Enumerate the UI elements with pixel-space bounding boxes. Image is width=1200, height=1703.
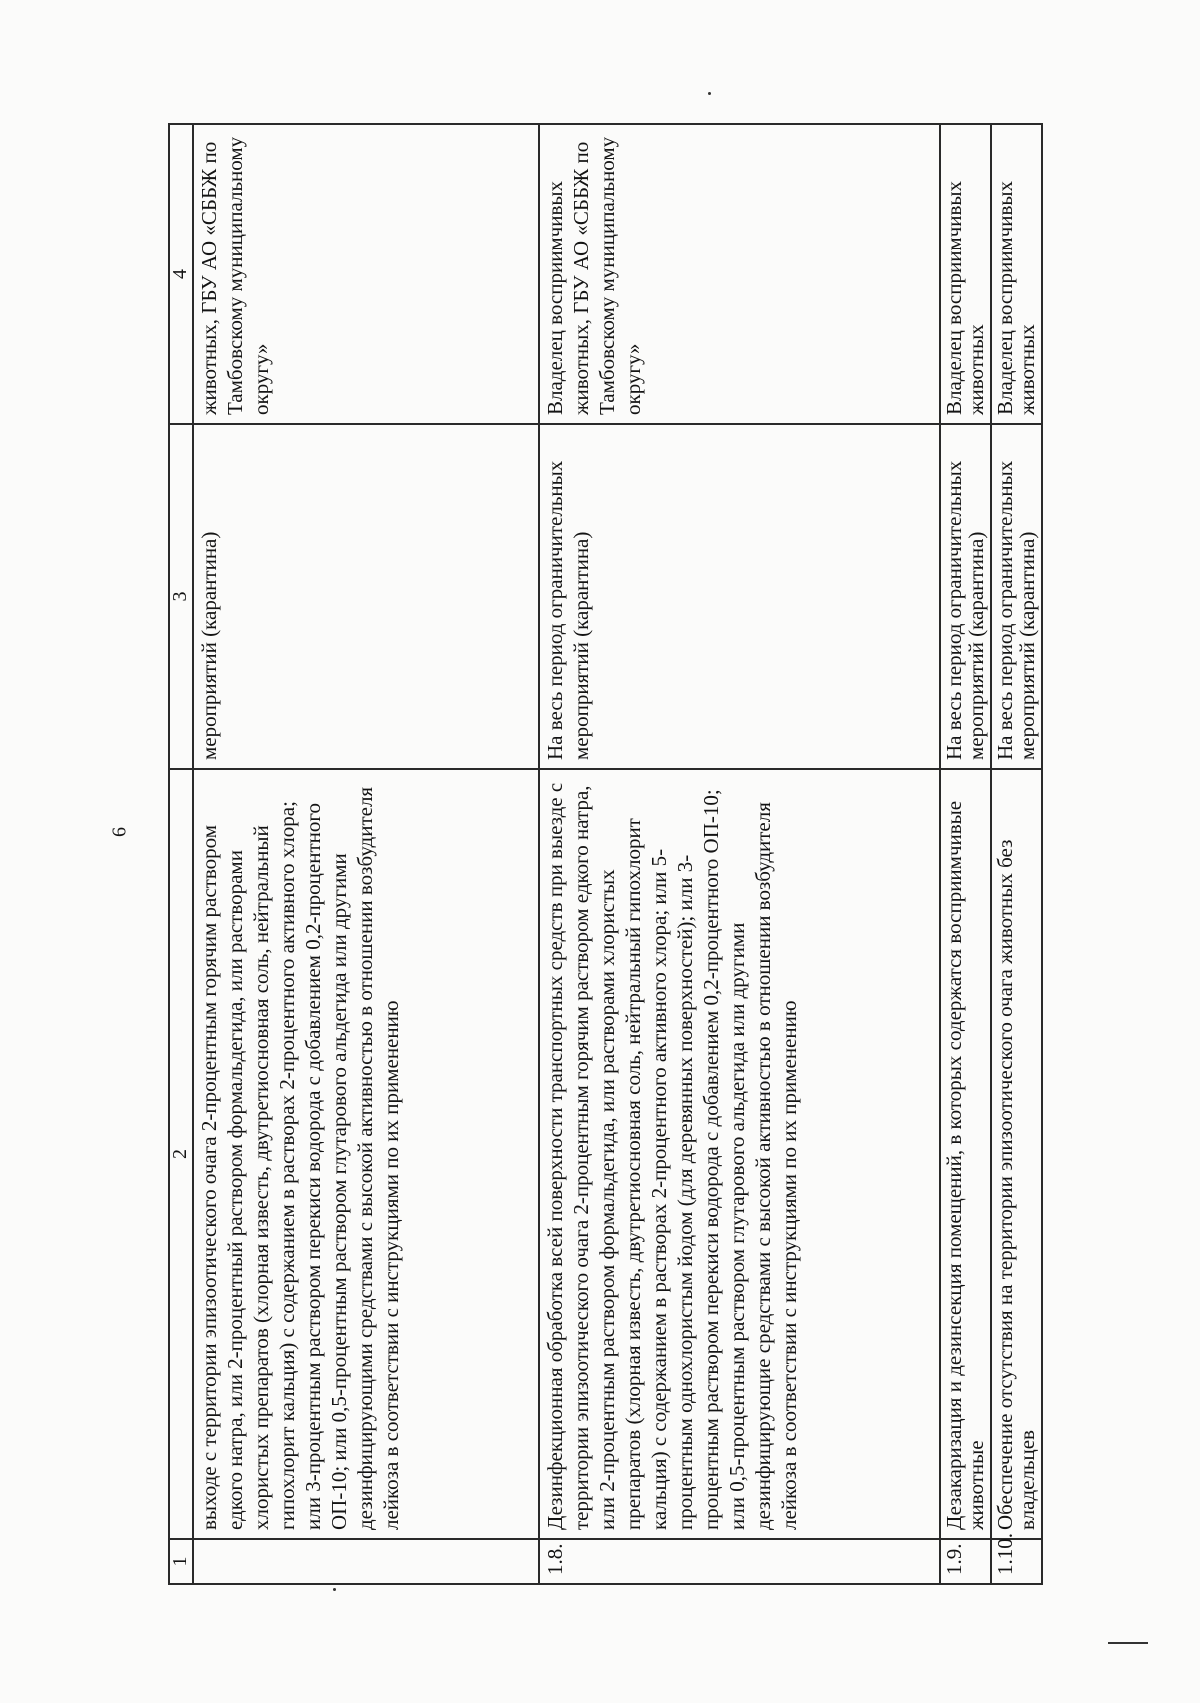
measure-text: выходе с территории эпизоотического очага 2-процентным горячим раствором едкого натра, или 2-процентный раствором формальдегида, или растворами хлористых препаратов (хлорная известь, двутретиосновная соль, нейтральный гипохлорит кальция) с содержанием в растворах 2-процентного активного хлора; или 3-процентным раствором перекиси водорода с добавлением 0,2-процентного ОП-10; или 0,5-процентным раствором глутарового альдегида или другими дезинфицирующими средствами с высокой активностью в отношении возбудителя лейкоза в соответствии с инструкциями по их применению [193, 769, 539, 1539]
row-number: 1.9. [940, 1539, 991, 1584]
header-col-4: 4 [169, 124, 193, 424]
scan-dot [708, 92, 711, 95]
header-col-2: 2 [169, 769, 193, 1539]
row-number [193, 1539, 539, 1584]
measure-text: Дезакаризация и дезинсекция помещений, в которых содержатся восприимчивые животные [940, 769, 991, 1539]
header-row [169, 124, 193, 1584]
term-text: На весь период ограничительных мероприятий (карантина) [539, 424, 940, 769]
header-col-3: 3 [169, 424, 193, 769]
measures-table-rotated [168, 125, 1043, 1585]
scan-dot [333, 1588, 336, 1591]
responsible-text: Владелец восприимчивых животных, ГБУ АО «СББЖ по Тамбовскому муниципальному округу» [539, 124, 940, 424]
responsible-text: Владелец восприимчивых животных [940, 124, 991, 424]
table-row [193, 124, 539, 1584]
row-number: 1.8. [539, 1539, 940, 1584]
scan-mark [1108, 1642, 1148, 1644]
table-row [991, 124, 1042, 1584]
measures-table [168, 123, 1043, 1585]
responsible-text: животных, ГБУ АО «СББЖ по Тамбовскому муниципальному округу» [193, 124, 539, 424]
term-text: На весь период ограничительных мероприятий (карантина) [940, 424, 991, 769]
header-col-1: 1 [169, 1539, 193, 1584]
table-row [940, 124, 991, 1584]
row-number: 1.10. [991, 1539, 1042, 1584]
responsible-text: Владелец восприимчивых животных [991, 124, 1042, 424]
measure-text: Дезинфекционная обработка всей поверхности транспортных средств при выезде с территории эпизоотического очага 2-процентным горячим раствором едкого натра, или 2-процентным раствором формальдегида, или растворами хлористых препаратов (хлорная известь, двутретиосновная соль, нейтральный гипохлорит кальция) с содержанием в растворах 2-процентного активного хлора; или 5-процентным однохлористым йодом (для деревянных поверхностей); или 3-процентным раствором перекиси водорода с добавлением 0,2-процентного ОП-10; или 0,5-процентным раствором глутарового альдегида или другими дезинфицирующие средствами с высокой активностью в отношении возбудителя лейкоза в соответствии с инструкциями по их применению [539, 769, 940, 1539]
term-text: мероприятий (карантина) [193, 424, 539, 769]
measure-text: Обеспечение отсутствия на территории эпизоотического очага животных без владельцев [991, 769, 1042, 1539]
term-text: На весь период ограничительных мероприятий (карантина) [991, 424, 1042, 769]
table-row [539, 124, 940, 1584]
page-number: 6 [108, 827, 131, 837]
